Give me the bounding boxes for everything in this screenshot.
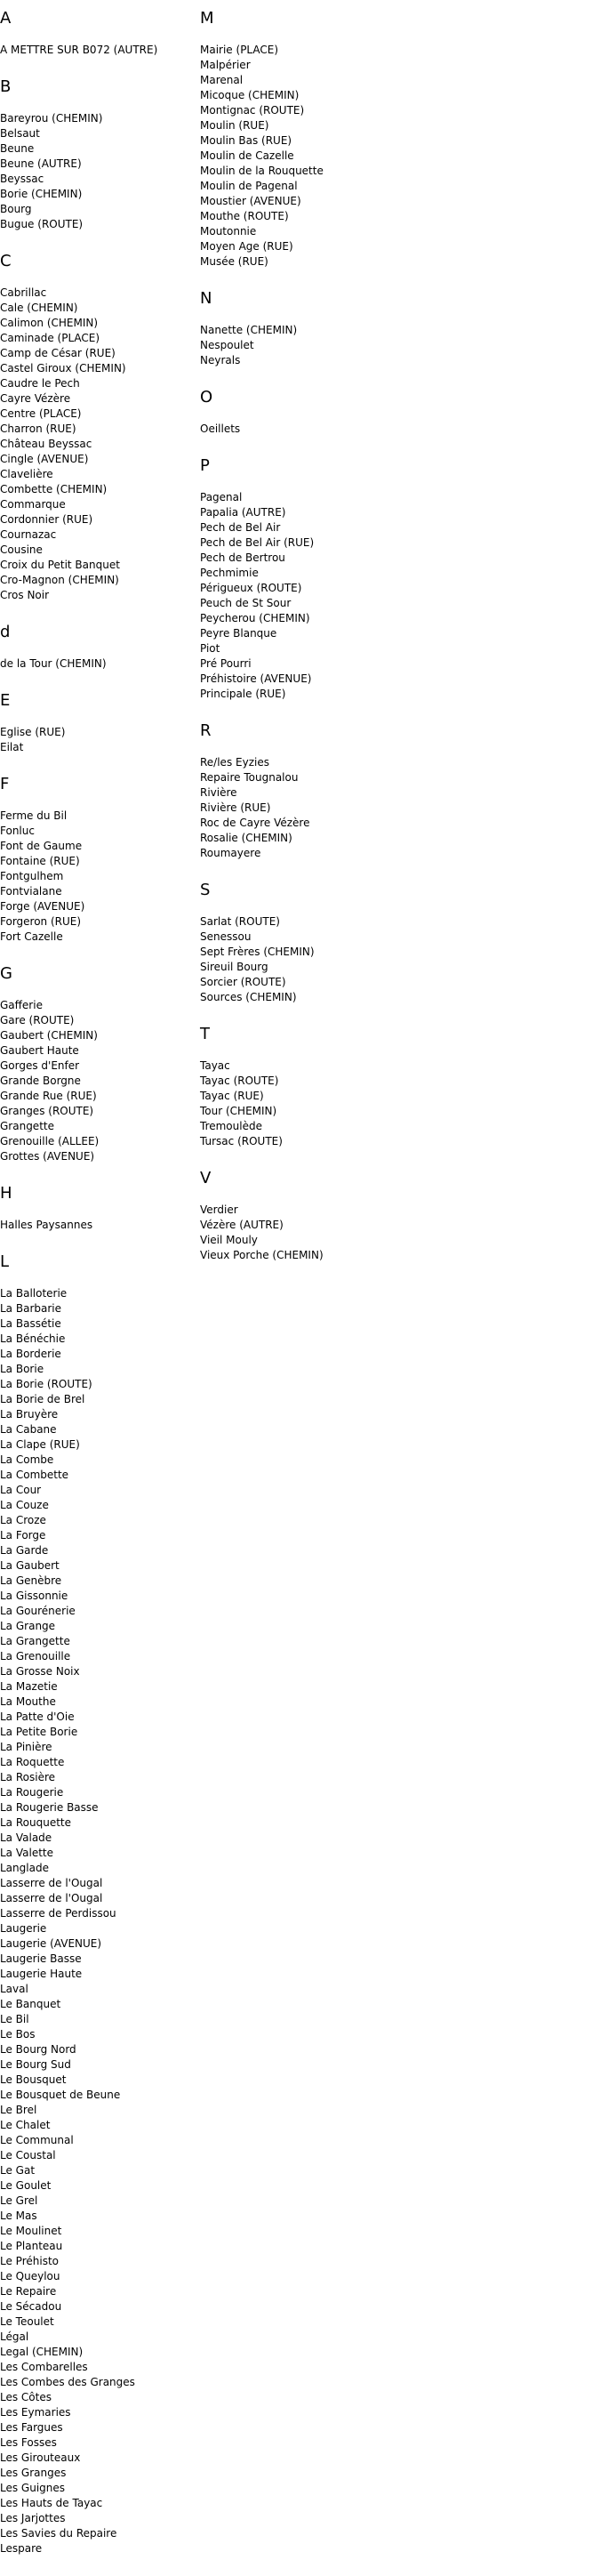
- street-item: Cournazac: [0, 528, 57, 541]
- street-item: Moulin (RUE): [200, 119, 269, 132]
- street-item: Fontvialane: [0, 885, 62, 898]
- street-index-column-right: [200, 9, 591, 1283]
- street-item: Cayre Vézère: [0, 392, 71, 405]
- street-item: Cingle (AVENUE): [0, 453, 89, 465]
- letter-group: [200, 456, 591, 702]
- street-item: Gafferie: [0, 999, 43, 1011]
- street-item: La Garde: [0, 1544, 49, 1557]
- street-item: Peycherou (CHEMIN): [200, 612, 310, 624]
- street-item: Les Granges: [0, 2467, 67, 2479]
- street-item: Le Bil: [0, 2013, 29, 2025]
- street-item: La Couze: [0, 1499, 49, 1511]
- street-item: La Borie (ROUTE): [0, 1378, 92, 1390]
- street-item: Préhistoire (AVENUE): [200, 672, 312, 685]
- street-item: Calimon (CHEMIN): [0, 317, 99, 329]
- street-item: Lespare: [0, 2542, 43, 2555]
- street-item: Gaubert (CHEMIN): [0, 1029, 98, 1042]
- street-item: Le Mas: [0, 2210, 37, 2222]
- letter-heading: L: [0, 1252, 10, 1271]
- street-item: Piot: [200, 642, 220, 655]
- letter-heading: V: [200, 1169, 212, 1187]
- street-item: Le Teoulet: [0, 2315, 54, 2328]
- street-list: [0, 111, 191, 232]
- street-item: Grenouille (ALLEE): [0, 1135, 100, 1147]
- street-item: Les Combarelles: [0, 2361, 88, 2373]
- letter-heading: M: [200, 9, 214, 28]
- street-item: Grande Rue (RUE): [0, 1090, 97, 1102]
- street-item: Pré Pourri: [200, 657, 252, 670]
- street-item: La Combette: [0, 1469, 69, 1481]
- street-list: [200, 323, 591, 368]
- street-item: Forge (AVENUE): [0, 900, 85, 913]
- street-item: La Barbarie: [0, 1302, 61, 1315]
- street-item: Le Moulinet: [0, 2225, 62, 2237]
- street-item: La Rougerie: [0, 1786, 64, 1799]
- street-list: [200, 490, 591, 702]
- street-item: La Mazetie: [0, 1680, 58, 1693]
- street-item: Le Repaire: [0, 2285, 57, 2298]
- street-item: La Rosière: [0, 1771, 56, 1783]
- street-item: Le Bousquet: [0, 2073, 67, 2086]
- street-item: Malpérier: [200, 59, 251, 71]
- street-item: Sireuil Bourg: [200, 961, 268, 973]
- street-item: Gaubert Haute: [0, 1044, 79, 1057]
- street-item: Papalia (AUTRE): [200, 506, 286, 519]
- street-item: Beune (AUTRE): [0, 157, 82, 170]
- street-item: Halles Paysannes: [0, 1219, 93, 1231]
- letter-heading: S: [200, 881, 211, 899]
- street-item: Musée (RUE): [200, 255, 268, 268]
- street-item: Peyre Blanque: [200, 627, 277, 640]
- street-index-column-left: [0, 9, 191, 2576]
- street-item: A METTRE SUR B072 (AUTRE): [0, 44, 158, 56]
- letter-heading: d: [0, 623, 11, 641]
- street-item: Les Savies du Repaire: [0, 2527, 117, 2540]
- street-item: Charron (RUE): [0, 423, 76, 435]
- street-list: [200, 422, 591, 437]
- street-item: Tayac (ROUTE): [200, 1075, 279, 1087]
- street-item: Le Préhisto: [0, 2255, 59, 2267]
- street-list: [0, 286, 191, 603]
- street-item: La Borderie: [0, 1348, 61, 1360]
- street-item: Marenal: [200, 74, 244, 86]
- street-item: La Petite Borie: [0, 1726, 78, 1738]
- street-item: La Valette: [0, 1847, 53, 1859]
- street-item: Peuch de St Sour: [200, 597, 292, 609]
- street-item: Lasserre de l'Ougal: [0, 1877, 103, 1889]
- letter-heading: T: [200, 1025, 210, 1043]
- letter-group: [200, 289, 591, 368]
- street-list: [0, 809, 191, 945]
- street-item: Sorcier (ROUTE): [200, 976, 286, 988]
- street-list: [0, 998, 191, 1164]
- street-item: Langlade: [0, 1862, 49, 1874]
- street-list: [200, 1203, 591, 1263]
- letter-heading: H: [0, 1184, 12, 1203]
- street-item: La Cour: [0, 1484, 42, 1496]
- street-item: Commarque: [0, 498, 66, 511]
- street-item: La Grangette: [0, 1635, 70, 1647]
- street-list: [0, 1286, 191, 2556]
- street-item: Le Chalet: [0, 2119, 51, 2131]
- street-item: Caminade (PLACE): [0, 332, 100, 344]
- street-item: Moulin de la Rouquette: [200, 165, 324, 177]
- street-item: Laugerie Basse: [0, 1952, 82, 1965]
- street-item: Principale (RUE): [200, 688, 286, 700]
- street-item: Castel Giroux (CHEMIN): [0, 362, 126, 374]
- street-item: La Borie de Brel: [0, 1393, 85, 1405]
- letter-group: [200, 1169, 591, 1263]
- letter-group: [0, 1252, 191, 2556]
- street-item: La Combe: [0, 1453, 54, 1466]
- street-item: Moulin de Pagenal: [200, 180, 298, 192]
- street-item: Vieux Porche (CHEMIN): [200, 1249, 324, 1261]
- street-item: La Bassétie: [0, 1317, 61, 1330]
- street-item: La Clape (RUE): [0, 1438, 80, 1451]
- letter-heading: B: [0, 77, 12, 96]
- street-item: Le Bos: [0, 2028, 36, 2041]
- street-item: Laugerie (AVENUE): [0, 1937, 102, 1950]
- letter-group: [200, 388, 591, 437]
- street-item: Croix du Petit Banquet: [0, 559, 120, 571]
- street-item: Tour (CHEMIN): [200, 1105, 277, 1117]
- street-list: [200, 43, 591, 270]
- street-item: Gare (ROUTE): [0, 1014, 75, 1026]
- letter-group: [0, 77, 191, 232]
- letter-heading: R: [200, 721, 212, 740]
- street-item: Grande Borgne: [0, 1075, 81, 1087]
- street-item: Ferme du Bil: [0, 809, 68, 822]
- street-item: La Gissonnie: [0, 1590, 68, 1602]
- street-item: Cousine: [0, 543, 43, 556]
- street-item: Périgueux (ROUTE): [200, 582, 302, 594]
- street-item: Le Queylou: [0, 2270, 60, 2282]
- street-item: Moulin Bas (RUE): [200, 134, 292, 147]
- street-item: Roc de Cayre Vézère: [200, 817, 310, 829]
- street-item: Cale (CHEMIN): [0, 302, 78, 314]
- street-item: Rivière (RUE): [200, 801, 271, 814]
- street-item: La Balloterie: [0, 1287, 68, 1300]
- street-item: Tursac (ROUTE): [200, 1135, 283, 1147]
- letter-group: [0, 691, 191, 755]
- street-item: Roumayere: [200, 847, 261, 859]
- street-item: Sarlat (ROUTE): [200, 915, 280, 928]
- letter-group: [0, 623, 191, 672]
- street-item: Bareyrou (CHEMIN): [0, 112, 103, 125]
- street-item: Fontaine (RUE): [0, 855, 80, 867]
- street-item: Repaire Tougnalou: [200, 771, 299, 784]
- street-item: Les Girouteaux: [0, 2451, 81, 2464]
- letter-heading: F: [0, 775, 10, 793]
- street-item: Les Fosses: [0, 2436, 57, 2449]
- street-item: Camp de César (RUE): [0, 347, 116, 359]
- street-item: Laval: [0, 1983, 28, 1995]
- street-item: Vézère (AUTRE): [200, 1219, 284, 1231]
- street-item: Tayac: [200, 1059, 230, 1072]
- street-item: de la Tour (CHEMIN): [0, 657, 107, 670]
- street-item: Bugue (ROUTE): [0, 218, 84, 230]
- letter-heading: C: [0, 252, 12, 270]
- street-list: [0, 656, 191, 672]
- street-item: La Cabane: [0, 1423, 57, 1436]
- street-item: Pagenal: [200, 491, 243, 503]
- street-item: Bourg: [0, 203, 32, 215]
- street-item: Micoque (CHEMIN): [200, 89, 300, 101]
- letter-group: [0, 9, 191, 58]
- street-item: Les Fargues: [0, 2421, 63, 2434]
- street-item: La Grosse Noix: [0, 1665, 80, 1678]
- street-item: Pech de Bertrou: [200, 551, 285, 564]
- street-list: [200, 914, 591, 1005]
- street-item: Lasserre de l'Ougal: [0, 1892, 103, 1904]
- letter-group: [200, 881, 591, 1005]
- street-item: Forgeron (RUE): [0, 915, 82, 928]
- street-item: Font de Gaume: [0, 840, 83, 852]
- street-item: La Grange: [0, 1620, 56, 1632]
- street-item: Oeillets: [200, 423, 241, 435]
- street-item: Le Bourg Sud: [0, 2058, 71, 2071]
- street-item: Gorges d'Enfer: [0, 1059, 80, 1072]
- letter-group: [0, 775, 191, 945]
- letter-heading: N: [200, 289, 212, 308]
- street-item: Le Goulet: [0, 2179, 52, 2192]
- street-item: Le Planteau: [0, 2240, 63, 2252]
- street-item: Laugerie Haute: [0, 1968, 83, 1980]
- street-item: Sept Frères (CHEMIN): [200, 946, 315, 958]
- street-item: Caudre le Pech: [0, 377, 80, 390]
- street-item: Belsaut: [0, 127, 40, 140]
- street-item: La Grenouille: [0, 1650, 71, 1662]
- street-item: Fontgulhem: [0, 870, 64, 882]
- street-list: [200, 755, 591, 861]
- street-item: Le Bousquet de Beune: [0, 2089, 121, 2101]
- street-item: La Croze: [0, 1514, 46, 1526]
- street-item: Cros Noir: [0, 589, 50, 601]
- street-item: Les Jarjottes: [0, 2512, 66, 2524]
- street-item: La Genèbre: [0, 1574, 62, 1587]
- street-item: Neyrals: [200, 354, 241, 366]
- street-item: Les Guignes: [0, 2482, 66, 2494]
- street-list: [200, 1059, 591, 1149]
- street-item: Fort Cazelle: [0, 930, 63, 943]
- letter-heading: A: [0, 9, 12, 28]
- street-item: Pechmimie: [200, 567, 259, 579]
- street-list: [0, 1218, 191, 1233]
- street-item: Le Sécadou: [0, 2300, 62, 2313]
- street-item: La Gourénerie: [0, 1605, 76, 1617]
- street-item: Beyssac: [0, 173, 44, 185]
- letter-group: [0, 252, 191, 603]
- street-item: Nanette (CHEMIN): [200, 324, 298, 336]
- street-item: Pech de Bel Air (RUE): [200, 536, 315, 549]
- street-item: Lasserre de Perdissou: [0, 1907, 116, 1920]
- street-item: Les Eymaries: [0, 2406, 71, 2419]
- letter-heading: E: [0, 691, 11, 710]
- street-item: Les Côtes: [0, 2391, 52, 2403]
- street-item: Le Bourg Nord: [0, 2043, 76, 2056]
- street-item: La Bruyère: [0, 1408, 59, 1421]
- letter-group: [200, 721, 591, 861]
- street-item: La Gaubert: [0, 1559, 60, 1572]
- street-item: Fonluc: [0, 825, 35, 837]
- street-list: [0, 725, 191, 755]
- street-item: Mouthe (ROUTE): [200, 210, 289, 222]
- street-item: Eglise (RUE): [0, 726, 66, 738]
- street-item: Grangette: [0, 1120, 54, 1132]
- street-item: Moutonnie: [200, 225, 257, 237]
- street-item: La Pinière: [0, 1741, 52, 1753]
- letter-heading: G: [0, 964, 12, 983]
- street-list: [0, 43, 191, 58]
- letter-group: [0, 1184, 191, 1233]
- street-item: Le Banquet: [0, 1998, 61, 2010]
- street-item: Laugerie: [0, 1922, 47, 1935]
- street-item: La Rouquette: [0, 1816, 71, 1829]
- street-item: Tayac (RUE): [200, 1090, 264, 1102]
- street-item: La Bénéchie: [0, 1332, 66, 1345]
- street-item: Eilat: [0, 741, 24, 753]
- street-item: Moyen Age (RUE): [200, 240, 293, 253]
- street-item: La Patte d'Oie: [0, 1711, 75, 1723]
- street-item: Re/les Eyzies: [200, 756, 269, 769]
- letter-group: [0, 964, 191, 1164]
- street-item: Le Grel: [0, 2194, 38, 2207]
- street-item: La Borie: [0, 1363, 44, 1375]
- street-item: Nespoulet: [200, 339, 254, 351]
- street-item: Verdier: [200, 1203, 238, 1216]
- street-item: Le Gat: [0, 2164, 36, 2177]
- street-item: Cabrillac: [0, 286, 47, 299]
- letter-heading: P: [200, 456, 210, 475]
- street-item: La Rougerie Basse: [0, 1801, 99, 1814]
- street-item: Combette (CHEMIN): [0, 483, 108, 495]
- street-item: Le Brel: [0, 2104, 37, 2116]
- street-item: Moustier (AVENUE): [200, 195, 301, 207]
- street-item: Legal (CHEMIN): [0, 2346, 84, 2358]
- street-item: Cro-Magnon (CHEMIN): [0, 574, 119, 586]
- street-item: Sources (CHEMIN): [200, 991, 297, 1003]
- street-item: Les Hauts de Tayac: [0, 2497, 103, 2509]
- street-item: Moulin de Cazelle: [200, 149, 294, 162]
- street-item: Senessou: [200, 930, 252, 943]
- street-item: Le Coustal: [0, 2149, 56, 2161]
- street-item: Vieil Mouly: [200, 1234, 258, 1246]
- street-item: Le Communal: [0, 2134, 74, 2146]
- street-item: Beune: [0, 142, 35, 155]
- street-item: Tremoulède: [200, 1120, 262, 1132]
- letter-group: [200, 9, 591, 270]
- street-item: Centre (PLACE): [0, 407, 82, 420]
- street-item: La Mouthe: [0, 1695, 56, 1708]
- street-item: La Roquette: [0, 1756, 65, 1768]
- street-item: Château Beyssac: [0, 438, 92, 450]
- letter-heading: O: [200, 388, 213, 407]
- letter-group: [200, 1025, 591, 1149]
- street-item: Les Combes des Granges: [0, 2376, 135, 2388]
- street-item: Grottes (AVENUE): [0, 1150, 95, 1163]
- street-item: Granges (ROUTE): [0, 1105, 94, 1117]
- street-item: Rosalie (CHEMIN): [200, 832, 292, 844]
- street-item: Mairie (PLACE): [200, 44, 279, 56]
- street-item: Cordonnier (RUE): [0, 513, 93, 526]
- street-item: Montignac (ROUTE): [200, 104, 305, 117]
- street-item: La Valade: [0, 1831, 52, 1844]
- street-item: La Forge: [0, 1529, 46, 1542]
- street-item: Rivière: [200, 786, 237, 799]
- street-item: Clavelière: [0, 468, 53, 480]
- street-item: Pech de Bel Air: [200, 521, 281, 534]
- street-item: Borie (CHEMIN): [0, 188, 83, 200]
- street-item: Légal: [0, 2330, 29, 2343]
